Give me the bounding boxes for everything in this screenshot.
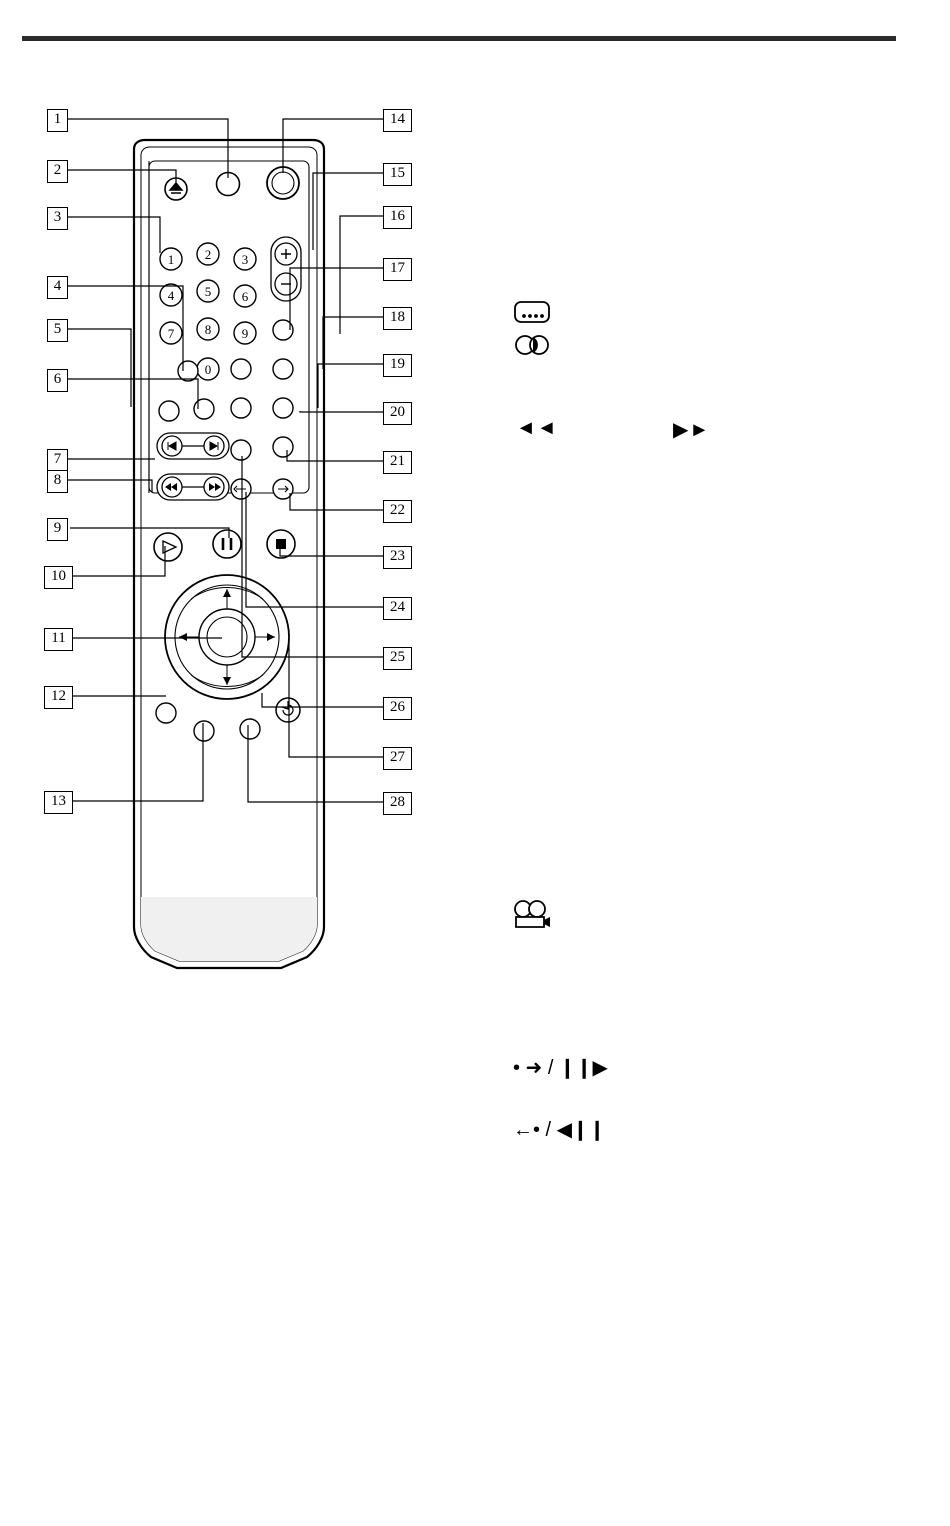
- callout-9: 9: [47, 518, 68, 541]
- forward-glyph: ▶►: [673, 419, 711, 441]
- svg-text:3: 3: [241, 252, 249, 267]
- callout-7: 7: [47, 449, 68, 472]
- callout-25: 25: [383, 647, 412, 670]
- record-forward-glyph: • ➜ / ❙❙▶: [513, 1057, 608, 1079]
- callout-14: 14: [383, 109, 412, 132]
- callout-13: 13: [44, 791, 73, 814]
- callout-2: 2: [47, 160, 68, 183]
- callout-27: 27: [383, 747, 412, 770]
- subtitle-icon: [513, 300, 553, 326]
- svg-text:5: 5: [204, 284, 212, 299]
- svg-text:1: 1: [167, 252, 175, 267]
- callout-5: 5: [47, 319, 68, 342]
- callout-24: 24: [383, 597, 412, 620]
- callout-6: 6: [47, 369, 68, 392]
- callout-11: 11: [44, 628, 73, 651]
- callout-22: 22: [383, 500, 412, 523]
- record-back-glyph: ←• / ◀❙❙: [513, 1119, 606, 1141]
- callout-1: 1: [47, 109, 68, 132]
- header-rule: [22, 36, 896, 41]
- audio-icon: [513, 334, 553, 356]
- svg-text:0: 0: [204, 362, 212, 377]
- callout-21: 21: [383, 451, 412, 474]
- svg-text:9: 9: [241, 326, 249, 341]
- reverse-glyph: ◄◄: [516, 417, 558, 439]
- svg-text:8: 8: [204, 322, 212, 337]
- callout-3: 3: [47, 207, 68, 230]
- callout-12: 12: [44, 686, 73, 709]
- callout-15: 15: [383, 163, 412, 186]
- svg-text:6: 6: [241, 289, 249, 304]
- callout-26: 26: [383, 697, 412, 720]
- callout-18: 18: [383, 307, 412, 330]
- callout-10: 10: [44, 566, 73, 589]
- callout-23: 23: [383, 546, 412, 569]
- callout-19: 19: [383, 354, 412, 377]
- svg-text:4: 4: [167, 288, 175, 303]
- callout-4: 4: [47, 276, 68, 299]
- svg-text:7: 7: [167, 326, 175, 341]
- remote-control-illustration: [131, 137, 327, 971]
- callout-16: 16: [383, 206, 412, 229]
- callout-28: 28: [383, 792, 412, 815]
- camera-icon: [512, 898, 552, 932]
- callout-20: 20: [383, 402, 412, 425]
- callout-8: 8: [47, 470, 68, 493]
- callout-17: 17: [383, 258, 412, 281]
- svg-text:2: 2: [204, 247, 212, 262]
